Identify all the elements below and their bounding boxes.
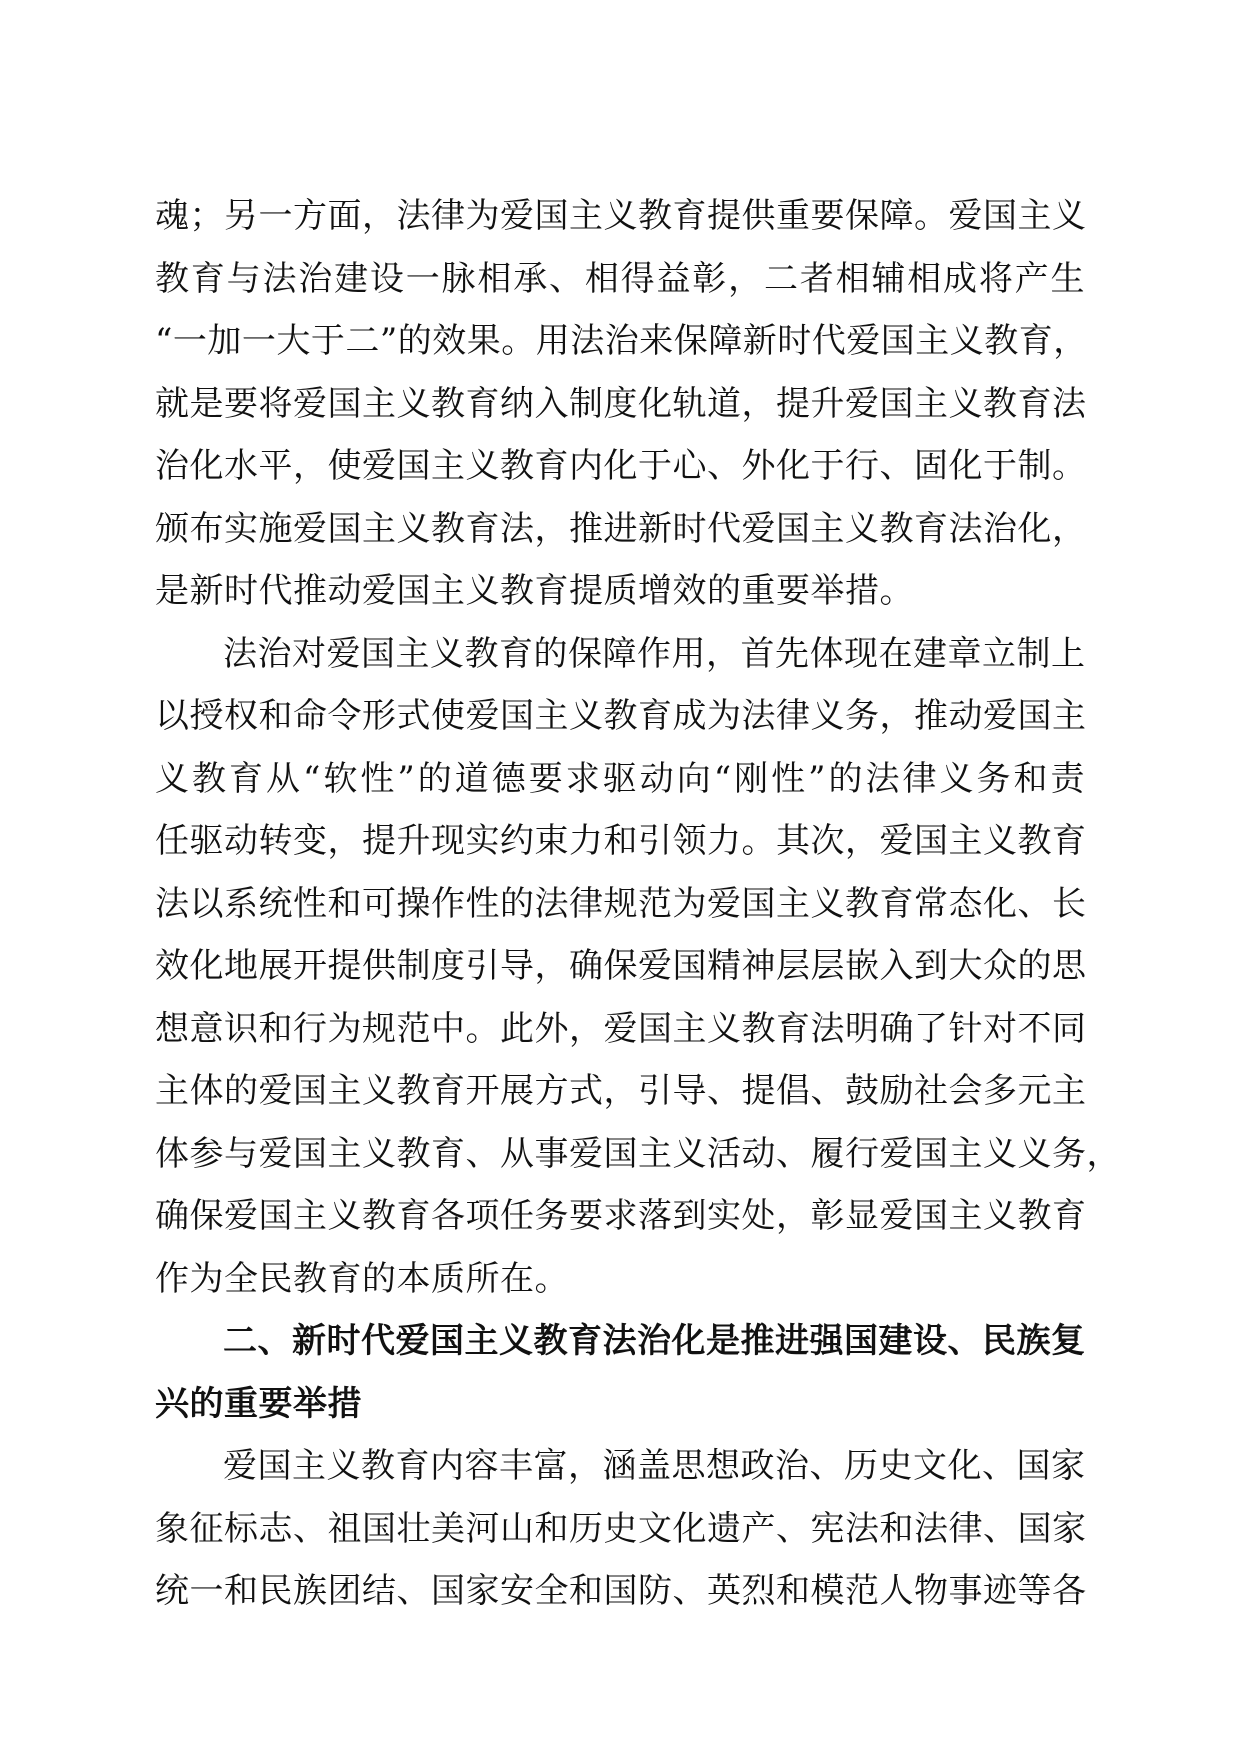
paragraph-line: 统一和民族团结、国家安全和国防、英烈和模范人物事迹等各 — [155, 1571, 1087, 1611]
paragraph-line: 确保爱国主义教育各项任务要求落到实处，彰显爱国主义教育 — [155, 1196, 1087, 1236]
paragraph-line: 效化地展开提供制度引导，确保爱国精神层层嵌入到大众的思 — [155, 946, 1087, 986]
paragraph-line: 义教育从“软性”的道德要求驱动向“刚性”的法律义务和责 — [155, 758, 1085, 799]
paragraph-line: 以授权和命令形式使爱国主义教育成为法律义务，推动爱国主 — [155, 696, 1087, 736]
paragraph-line: 想意识和行为规范中。此外，爱国主义教育法明确了针对不同 — [155, 1008, 1087, 1049]
paragraph-line: 法治对爱国主义教育的保障作用，首先体现在建章立制上 — [223, 633, 1086, 674]
paragraph-line: 体参与爱国主义教育、从事爱国主义活动、履行爱国主义义务， — [155, 1133, 1121, 1174]
paragraph-line: 爱国主义教育内容丰富，涵盖思想政治、历史文化、国家 — [223, 1446, 1086, 1486]
section-heading: 兴的重要举措 — [155, 1383, 362, 1424]
paragraph-line: 是新时代推动爱国主义教育提质增效的重要举措。 — [155, 571, 914, 611]
section-heading: 二、新时代爱国主义教育法治化是推进强国建设、民族复 — [223, 1321, 1086, 1361]
paragraph-line: “一加一大于二”的效果。用法治来保障新时代爱国主义教育， — [155, 321, 1088, 361]
paragraph-line: 主体的爱国主义教育开展方式，引导、提倡、鼓励社会多元主 — [155, 1071, 1087, 1111]
paragraph-line: 作为全民教育的本质所在。 — [155, 1258, 569, 1299]
paragraph-line: 就是要将爱国主义教育纳入制度化轨道，提升爱国主义教育法 — [155, 383, 1087, 424]
paragraph-line: 教育与法治建设一脉相承、相得益彰，二者相辅相成将产生 — [155, 258, 1085, 299]
paragraph-line: 任驱动转变，提升现实约束力和引领力。其次，爱国主义教育 — [155, 821, 1087, 861]
paragraph-line: 法以系统性和可操作性的法律规范为爱国主义教育常态化、长 — [155, 883, 1087, 924]
paragraph-line: 象征标志、祖国壮美河山和历史文化遗产、宪法和法律、国家 — [155, 1508, 1087, 1549]
paragraph-line: 魂；另一方面，法律为爱国主义教育提供重要保障。爱国主义 — [155, 196, 1087, 236]
paragraph-line: 治化水平，使爱国主义教育内化于心、外化于行、固化于制。 — [155, 446, 1087, 486]
document-body — [155, 185, 1121, 1623]
paragraph-line: 颁布实施爱国主义教育法，推进新时代爱国主义教育法治化， — [155, 508, 1087, 549]
